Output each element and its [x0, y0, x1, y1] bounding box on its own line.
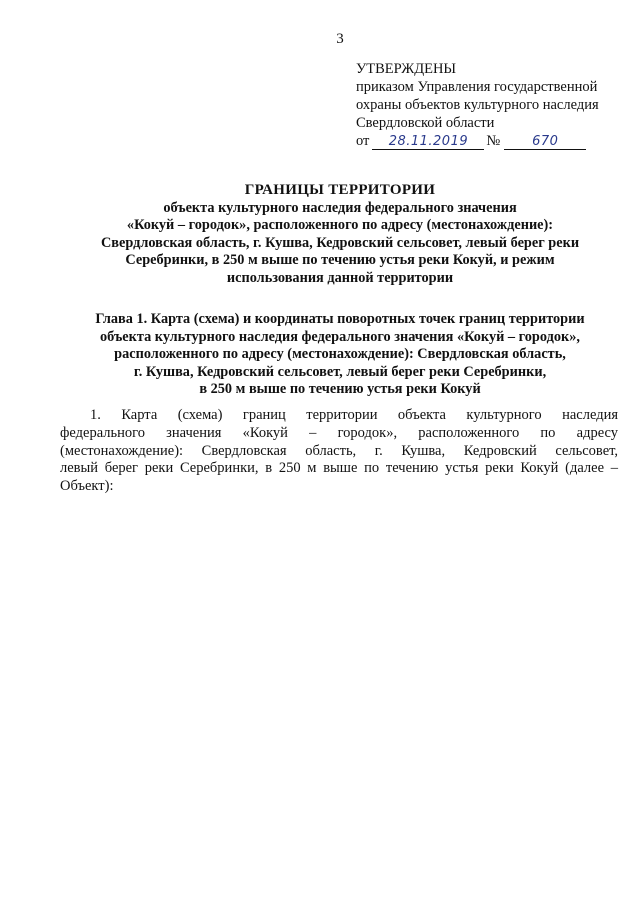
title-line-4: Серебринки, в 250 м выше по течению устья реки Кокуй, и режим — [125, 252, 555, 269]
approval-date-line — [356, 132, 636, 150]
number-label: № — [486, 133, 501, 149]
title-line-1: объекта культурного наследия федерального значения — [163, 199, 517, 216]
paragraph-line-5: Объект): — [60, 478, 114, 495]
handwritten-date: 28.11.2019 — [372, 134, 484, 150]
document-title — [60, 182, 620, 288]
page-number: 3 — [336, 31, 344, 47]
title-line-5: использования данной территории — [226, 269, 454, 286]
chapter-line-3: расположенного по адресу (местонахождение): Свердловская область, — [114, 346, 566, 363]
approval-line-2: охраны объектов культурного наследия — [356, 97, 599, 113]
approval-line-3: Свердловской области — [356, 115, 495, 131]
paragraph-line-3: (местонахождение): Свердловская область, г. Кушва, Кедровский сельсовет, — [60, 442, 618, 459]
paragraph-line-2: федерального значения «Кокуй – городок», расположенного по адресу — [60, 424, 618, 441]
paragraph-line-1: 1. Карта (схема) границ территории объекта культурного наследия — [90, 407, 618, 423]
chapter-line-5: в 250 м выше по течению устья реки Кокуй — [199, 381, 481, 398]
title-line-3: Свердловская область, г. Кушва, Кедровский сельсовет, левый берег реки — [100, 234, 580, 251]
handwritten-number: 670 — [504, 134, 586, 150]
approval-heading: УТВЕРЖДЕНЫ — [356, 61, 457, 77]
title-line-2: «Кокуй – городок», расположенного по адресу (местонахождение): — [126, 217, 554, 234]
chapter-line-2: объекта культурного наследия федерального значения «Кокуй – городок», — [100, 328, 580, 345]
title-main: ГРАНИЦЫ ТЕРРИТОРИИ — [244, 182, 436, 198]
date-prefix: от — [356, 133, 370, 149]
approval-line-1: приказом Управления государственной — [356, 79, 598, 95]
paragraph-line-4: левый берег реки Серебринки, в 250 м выше по течению устья реки Кокуй (далее – — [60, 460, 618, 477]
chapter-line-4: г. Кушва, Кедровский сельсовет, левый берег реки Серебринки, — [133, 363, 547, 380]
chapter-line-1: Глава 1. Карта (схема) и координаты поворотных точек границ территории — [95, 311, 585, 327]
approval-block — [356, 60, 636, 150]
chapter-heading — [60, 311, 620, 399]
paragraph-1 — [60, 407, 618, 496]
